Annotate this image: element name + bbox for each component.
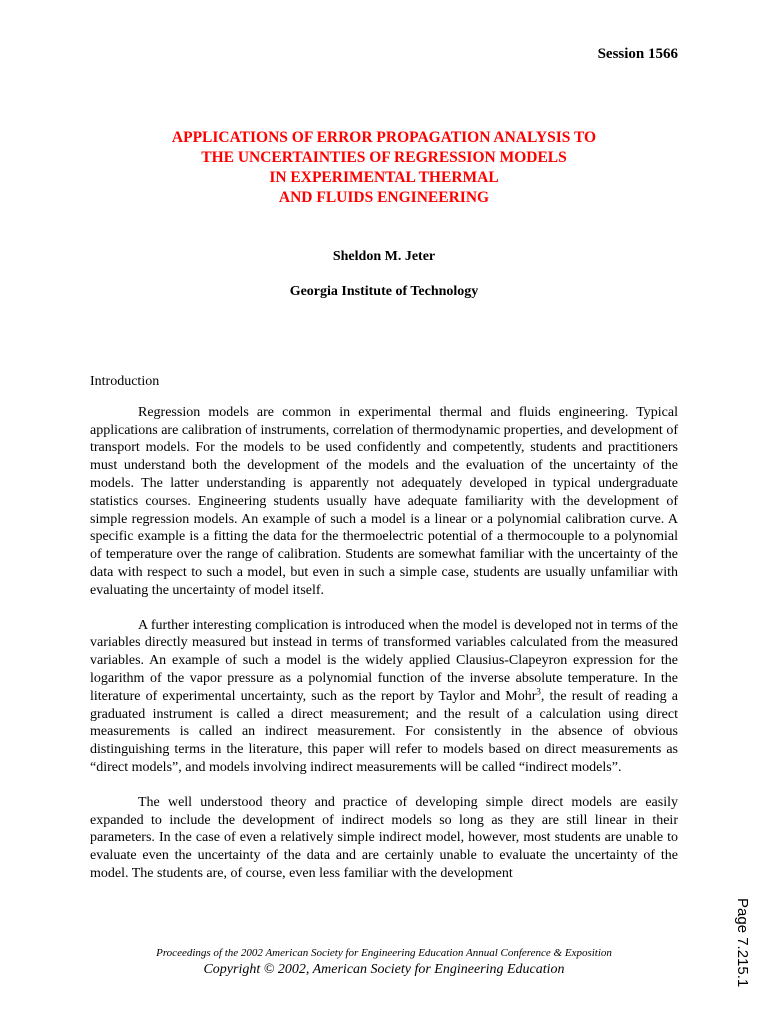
paragraph-text: A further interesting complication is introduced when the model is developed not in terms of the variables directly measured but instead in terms of transformed variables calculated from the measured variables. An example of such a model is the widely applied Clausius-Clapeyron expression for the logarithm of the vapor pressure as a polynomial function of the inverse absolute temperature. In the literature of experimental uncertainty, such as the report by Taylor and Mohr (90, 617, 678, 704)
paragraph (90, 617, 678, 777)
section-heading: Introduction (90, 374, 160, 389)
citation-reference: 3 (536, 686, 541, 697)
title-line: APPLICATIONS OF ERROR PROPAGATION ANALYSIS TO (171, 129, 597, 146)
paragraph: Regression models are common in experimental thermal and fluids engineering. Typical applications are calibration of instruments, correlation of thermodynamic properties, and development of transport models. For the models to be used confidently and competently, students and practitioners must understand both the development of the models and the evaluation of the uncertainty of the models. The latter understanding is apparently not adequately developed in typical undergraduate statistics courses. Engineering students usually have adequate familiarity with the development of simple regression models. An example of such a model is a linear or a polynomial calibration curve. A specific example is a fitting the data for the thermoelectric potential of a thermocouple to a polynomial of temperature over the range of calibration. Students are somewhat familiar with the uncertainty of the data with respect to such a model, but even in such a simple case, students are usually unfamiliar with evaluating the uncertainty of model itself. (90, 404, 678, 598)
title-line: IN EXPERIMENTAL THERMAL (269, 169, 499, 186)
paragraph: The well understood theory and practice of developing simple direct models are easily expanded to include the development of indirect models so long as they are still linear in their parameters. In the case of even a relatively simple indirect model, however, most students are unable to evaluate even the uncertainty of the data and are certainly unable to evaluate the uncertainty of the model. The students are, of course, even less familiar with the development (90, 794, 678, 881)
proceedings-footer: Proceedings of the 2002 American Society for Engineering Education Annual Conference & Exposition (156, 947, 612, 959)
paper-title (0, 128, 768, 208)
title-line: AND FLUIDS ENGINEERING (278, 189, 490, 206)
session-number: Session 1566 (597, 46, 678, 62)
page-number: Page 7.215.1 (734, 898, 751, 988)
copyright-footer: Copyright © 2002, American Society for Engineering Education (203, 962, 565, 977)
author-name: Sheldon M. Jeter (332, 249, 436, 264)
paragraph-text: , the result of reading a graduated instrument is called a direct measurement; and the result of a calculation using direct measurements is called an indirect measurement. For consistently in the absence of obvious distinguishing terms in the literature, this paper will refer to models based on direct measurements as “direct models”, and models involving indirect measurements will be called “indirect models”. (90, 688, 679, 775)
author-affiliation: Georgia Institute of Technology (289, 284, 479, 299)
paper-body (90, 373, 678, 900)
title-line: THE UNCERTAINTIES OF REGRESSION MODELS (201, 149, 567, 166)
